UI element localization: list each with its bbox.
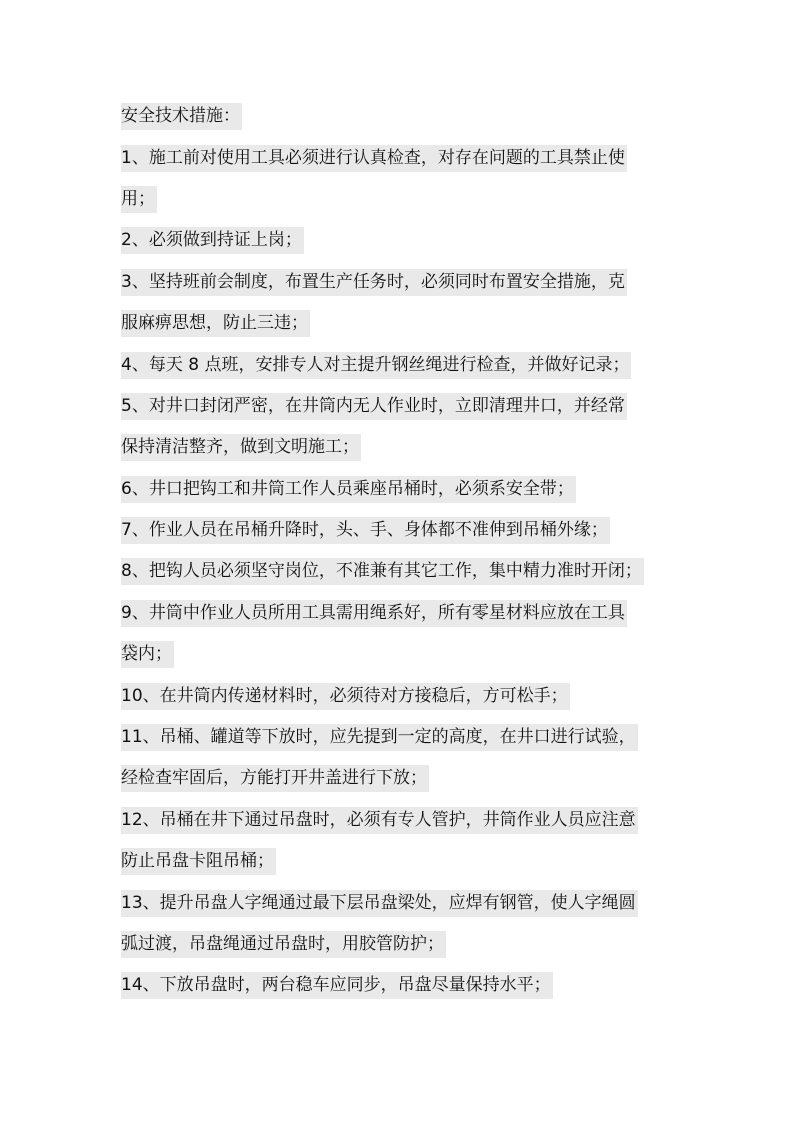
line-text: 服麻痹思想，防止三违； bbox=[121, 310, 310, 337]
line-text: 10、在井筒内传递材料时，必须待对方接稳后，方可松手； bbox=[121, 683, 570, 710]
line-text: 9、井筒中作业人员所用工具需用绳系好，所有零星材料应放在工具 bbox=[121, 600, 627, 627]
line-text: 13、提升吊盘人字绳通过最下层吊盘梁处，应焊有钢管，使人字绳圆 bbox=[121, 890, 638, 917]
text-line bbox=[121, 965, 676, 1006]
line-text: 6、井口把钩工和井筒工作人员乘座吊桶时，必须系安全带； bbox=[121, 476, 576, 503]
line-text: 8、把钩人员必须坚守岗位，不准兼有其它工作，集中精力准时开闭； bbox=[121, 558, 644, 585]
text-line bbox=[121, 344, 676, 385]
heading-line bbox=[121, 96, 676, 137]
text-line bbox=[121, 841, 676, 882]
text-line bbox=[121, 551, 676, 592]
line-text: 14、下放吊盘时，两台稳车应同步，吊盘尽量保持水平； bbox=[121, 972, 553, 999]
text-line bbox=[121, 758, 676, 799]
line-text: 弧过渡，吊盘绳通过吊盘时，用胶管防护； bbox=[121, 931, 446, 958]
text-line bbox=[121, 220, 676, 261]
text-line bbox=[121, 510, 676, 551]
text-line bbox=[121, 717, 676, 758]
line-text: 11、吊桶、罐道等下放时，应先提到一定的高度，在井口进行试验， bbox=[121, 724, 638, 751]
line-text: 7、作业人员在吊桶升降时，头、手、身体都不准伸到吊桶外缘； bbox=[121, 517, 610, 544]
section-heading: 安全技术措施： bbox=[121, 103, 242, 130]
line-text: 1、施工前对使用工具必须进行认真检查，对存在问题的工具禁止使 bbox=[121, 145, 627, 172]
line-text: 2、必须做到持证上岗； bbox=[121, 227, 304, 254]
text-line bbox=[121, 675, 676, 716]
text-line bbox=[121, 593, 676, 634]
line-text: 袋内； bbox=[121, 641, 174, 668]
line-text: 5、对井口封闭严密，在井筒内无人作业时，立即清理井口，并经常 bbox=[121, 393, 627, 420]
line-text: 用； bbox=[121, 186, 157, 213]
line-text: 防止吊盘卡阻吊桶； bbox=[121, 848, 276, 875]
text-line bbox=[121, 882, 676, 923]
text-line bbox=[121, 386, 676, 427]
text-line bbox=[121, 303, 676, 344]
text-line bbox=[121, 469, 676, 510]
text-line bbox=[121, 179, 676, 220]
text-line bbox=[121, 262, 676, 303]
line-text: 经检查牢固后，方能打开井盖进行下放； bbox=[121, 765, 429, 792]
text-line bbox=[121, 800, 676, 841]
line-text: 4、每天 8 点班，安排专人对主提升钢丝绳进行检查，并做好记录； bbox=[121, 352, 631, 379]
line-text: 保持清洁整齐，做到文明施工； bbox=[121, 434, 361, 461]
text-line bbox=[121, 924, 676, 965]
document-page bbox=[121, 96, 676, 1007]
text-line bbox=[121, 427, 676, 468]
line-text: 3、坚持班前会制度，布置生产任务时，必须同时布置安全措施，克 bbox=[121, 269, 627, 296]
text-line bbox=[121, 137, 676, 178]
text-line bbox=[121, 634, 676, 675]
line-text: 12、吊桶在井下通过吊盘时，必须有专人管护，井筒作业人员应注意 bbox=[121, 807, 638, 834]
